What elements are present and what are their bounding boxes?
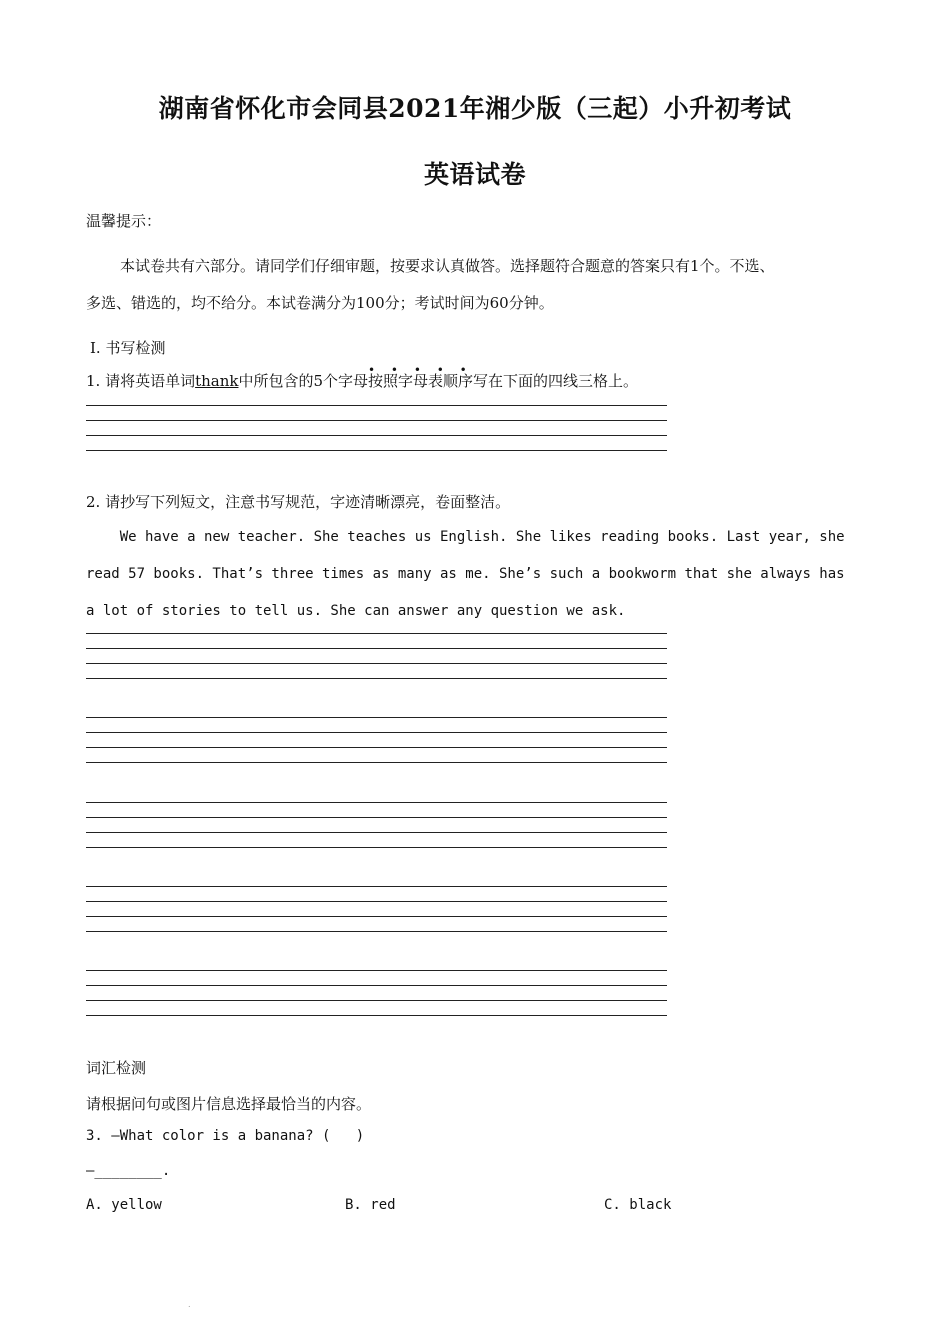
q1-word-thank: thank <box>195 372 239 390</box>
writing-lines-q1[interactable] <box>86 405 667 451</box>
writing-lines-q2-row5[interactable] <box>86 970 667 1016</box>
emphasis-dots: • • • • • <box>368 363 473 377</box>
writing-lines-q2-row4[interactable] <box>86 886 667 932</box>
tips-paragraph-line1: 本试卷共有六部分。请同学们仔细审题，按要求认真做答。选择题符合题意的答案只有1个。不选、 <box>120 257 775 275</box>
exam-title-line2: 英语试卷 <box>423 160 526 189</box>
writing-lines-q2-row3[interactable] <box>86 802 667 848</box>
passage-line2: read 57 books. That’s three times as many as me. She’s such a bookworm that she always has <box>86 566 845 582</box>
writing-lines-q2-row1[interactable] <box>86 633 667 679</box>
q3-option-a[interactable]: A. yellow <box>86 1197 162 1213</box>
q1-suffix: 顺序写在下面的四线三格上。 <box>443 372 639 390</box>
footer-mark: . <box>188 1300 191 1309</box>
q1-prefix: 1. 请将英语单词 <box>86 372 196 390</box>
q1-emphasis <box>368 363 473 390</box>
exam-title-line1: 湖南省怀化市会同县2021年湘少版（三起）小升初考试 <box>158 94 792 123</box>
q3-option-c[interactable]: C. black <box>604 1197 672 1213</box>
tips-paragraph-line2: 多选、错选的，均不给分。本试卷满分为100分；考试时间为60分钟。 <box>86 294 554 312</box>
question-1 <box>86 363 639 391</box>
section2-heading: 词汇检测 <box>86 1059 147 1077</box>
section1-heading: Ⅰ. 书写检测 <box>90 339 166 357</box>
passage-line3: a lot of stories to tell us. She can answer any question we ask. <box>86 603 626 619</box>
tips-label: 温馨提示： <box>86 212 162 230</box>
q3-answer-blank[interactable]: —________. <box>86 1163 171 1179</box>
question-3: 3. —What color is a banana? ( ) <box>86 1128 365 1144</box>
passage-line1: We have a new teacher. She teaches us English. She likes reading books. Last year, she <box>86 529 845 545</box>
writing-lines-q2-row2[interactable] <box>86 717 667 763</box>
section2-instruction: 请根据问句或图片信息选择最恰当的内容。 <box>86 1095 372 1113</box>
q1-middle: 中所包含的5个字母 <box>238 372 369 390</box>
q3-option-b[interactable]: B. red <box>345 1197 396 1213</box>
q1-emphasis-text: 按照字母表 <box>368 372 444 390</box>
question-2-instruction: 2. 请抄写下列短文，注意书写规范，字迹清晰漂亮，卷面整洁。 <box>86 493 511 511</box>
